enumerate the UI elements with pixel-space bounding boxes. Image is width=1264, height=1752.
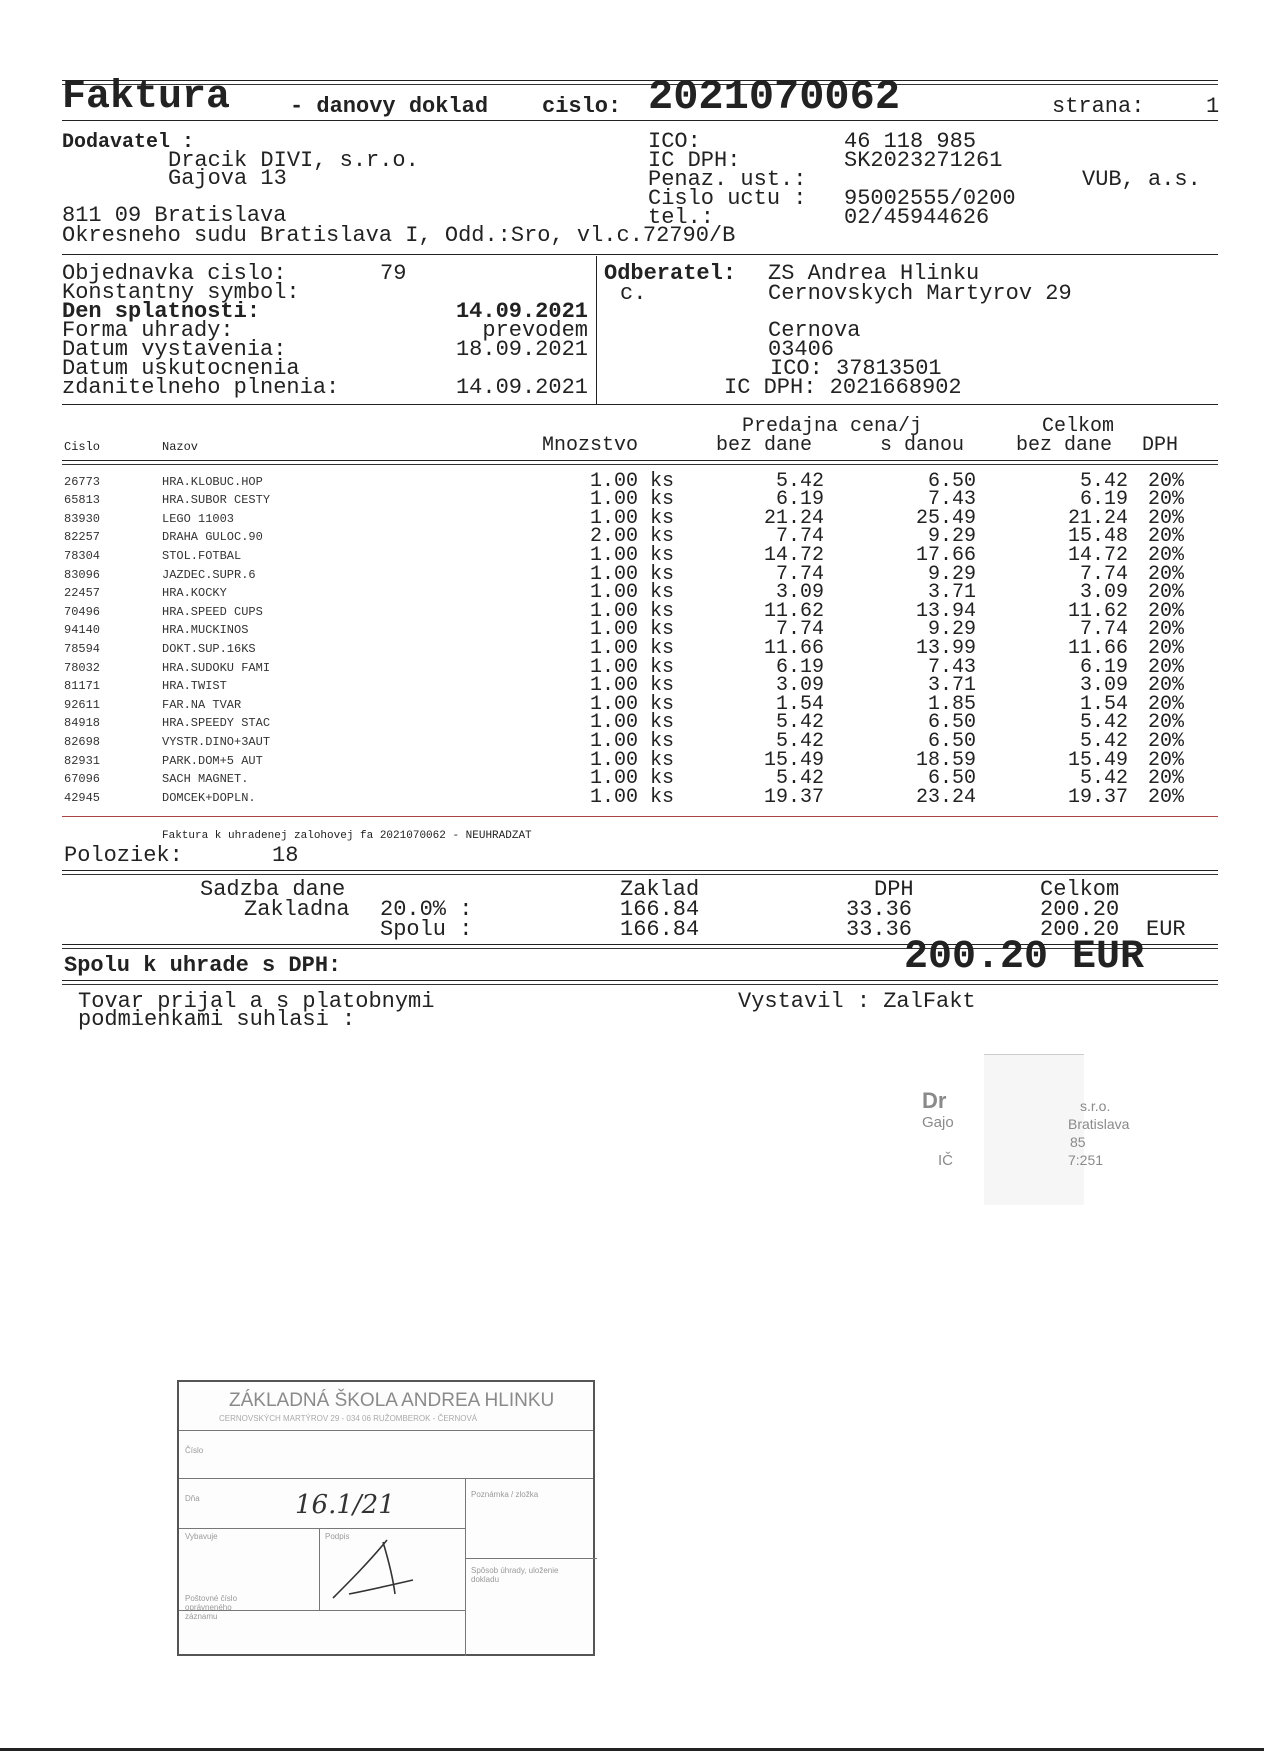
item-vat: 20% xyxy=(1147,636,1184,660)
item-vat: 20% xyxy=(1147,543,1184,567)
grand-rule-bottom xyxy=(62,980,1218,981)
supplier-register: Okresneho sudu Bratislava I, Odd.:Sro, vl.c.72790/B xyxy=(62,223,736,248)
supplier-street: Gajova 13 xyxy=(168,166,287,191)
item-price-net: 21.24 xyxy=(763,506,824,530)
item-price-gross: 18.59 xyxy=(915,748,976,772)
tax-sum-currency: EUR xyxy=(1146,917,1186,942)
stamp-label-poznamka: Poznámka / zložka xyxy=(471,1490,539,1499)
item-code: 42945 xyxy=(64,790,101,805)
item-price-net: 7.74 xyxy=(775,618,824,642)
items-end-rule xyxy=(62,816,1218,817)
stamp-header: ZÁKLADNÁ ŠKOLA ANDREA HLINKU xyxy=(229,1390,555,1411)
tax-basic-vat: 33.36 xyxy=(846,897,913,922)
const-symbol-label: Konstantny symbol: xyxy=(62,280,300,305)
item-vat: 20% xyxy=(1147,785,1184,809)
item-code: 83096 xyxy=(64,567,101,582)
item-qty: 1.00 ks xyxy=(589,767,674,791)
col-price-header: Predajna cena/j xyxy=(742,415,923,438)
item-vat: 20% xyxy=(1147,692,1184,716)
supplier-account-label: Cislo uctu : xyxy=(648,186,807,211)
item-total: 6.19 xyxy=(1079,655,1128,679)
item-code: 78594 xyxy=(64,641,101,656)
item-price-gross: 7.43 xyxy=(927,488,976,512)
item-price-gross: 23.24 xyxy=(915,785,976,809)
customer-street: Cernovskych Martyrov 29 xyxy=(768,281,1072,306)
page-label: strana: xyxy=(1052,94,1145,119)
item-total: 5.42 xyxy=(1079,767,1128,791)
item-vat: 20% xyxy=(1147,525,1184,549)
item-qty: 1.00 ks xyxy=(589,618,674,642)
invoice-note: Faktura k uhradenej zalohovej fa 2021070062 - NEUHRADZAT xyxy=(162,830,532,842)
items-count-label: Poloziek: xyxy=(64,843,183,868)
item-code: 78304 xyxy=(64,548,101,563)
tax-sum-total: 200.20 xyxy=(1040,917,1120,942)
item-price-net: 11.62 xyxy=(763,599,824,623)
item-price-net: 6.19 xyxy=(775,488,824,512)
invoice-subtitle: - danovy doklad xyxy=(290,94,489,119)
supplier-rule xyxy=(62,254,1218,255)
tax-basic-label: Zakladna xyxy=(244,897,350,922)
tax-rule-top-2 xyxy=(62,874,1218,875)
item-price-net: 3.09 xyxy=(775,581,824,605)
item-name: HRA.TWIST xyxy=(162,679,227,694)
invoice-title: Faktura xyxy=(62,75,231,120)
supplier-ico: 46 118 985 xyxy=(844,129,977,154)
exec-label-1: Datum uskutocnenia xyxy=(62,356,300,381)
item-vat: 20% xyxy=(1147,599,1184,623)
item-total: 7.74 xyxy=(1079,618,1128,642)
item-qty: 1.00 ks xyxy=(589,469,674,493)
item-qty: 1.00 ks xyxy=(589,581,674,605)
supplier-tel-label: tel.: xyxy=(648,205,715,230)
stamp-line-3 xyxy=(179,1528,465,1529)
item-price-net: 5.42 xyxy=(775,469,824,493)
supplier-icdph: SK2023271261 xyxy=(844,148,1003,173)
tax-total-header: Celkom xyxy=(1040,877,1120,902)
supplier-ico-label: ICO: xyxy=(648,129,701,154)
grand-total-amount: 200.20 EUR xyxy=(904,935,1145,980)
accept-line-1: Tovar prijal a s platobnymi xyxy=(78,989,435,1014)
item-vat: 20% xyxy=(1147,506,1184,530)
supplier-bank: VUB, a.s. xyxy=(1082,167,1201,192)
stamp-line-2 xyxy=(179,1478,593,1479)
item-name: VYSTR.DINO+3AUT xyxy=(162,734,271,749)
tax-sum-vat: 33.36 xyxy=(846,917,913,942)
company-stamp-r4: 7:251 xyxy=(1068,1152,1104,1168)
item-price-gross: 6.50 xyxy=(927,711,976,735)
tax-sum-label: Spolu : xyxy=(380,917,473,942)
supplier-label: Dodavatel : xyxy=(62,131,195,154)
tax-vat-header: DPH xyxy=(874,877,914,902)
item-price-net: 7.74 xyxy=(775,562,824,586)
item-price-net: 5.42 xyxy=(775,767,824,791)
item-qty: 1.00 ks xyxy=(589,636,674,660)
issue-label: Datum vystavenia: xyxy=(62,337,287,362)
item-vat: 20% xyxy=(1147,711,1184,735)
supplier-icdph-label: IC DPH: xyxy=(648,148,741,173)
item-qty: 2.00 ks xyxy=(589,525,674,549)
item-price-gross: 9.29 xyxy=(927,525,976,549)
col-qty: Mnozstvo xyxy=(542,434,639,457)
item-name: HRA.KOCKY xyxy=(162,586,227,601)
item-vat: 20% xyxy=(1147,562,1184,586)
stamp-date: 16.1/21 xyxy=(295,1490,395,1520)
header-rule-top2 xyxy=(62,84,1218,85)
col-name: Nazov xyxy=(162,440,199,454)
item-qty: 1.00 ks xyxy=(589,506,674,530)
item-price-net: 5.42 xyxy=(775,729,824,753)
item-code: 83930 xyxy=(64,511,101,526)
item-qty: 1.00 ks xyxy=(589,599,674,623)
item-code: 82257 xyxy=(64,530,101,545)
item-vat: 20% xyxy=(1147,618,1184,642)
stamp-label-cislo: Číslo xyxy=(185,1446,204,1455)
item-vat: 20% xyxy=(1147,655,1184,679)
item-price-gross: 25.49 xyxy=(915,506,976,530)
company-stamp xyxy=(918,1050,1138,1210)
grand-total-label: Spolu k uhrade s DPH: xyxy=(64,953,342,978)
item-qty: 1.00 ks xyxy=(589,692,674,716)
item-name: HRA.SPEED CUPS xyxy=(162,604,263,619)
item-vat: 20% xyxy=(1147,767,1184,791)
item-qty: 1.00 ks xyxy=(589,748,674,772)
item-total: 5.42 xyxy=(1079,711,1128,735)
stamp-vline-1 xyxy=(465,1478,466,1656)
item-price-gross: 9.29 xyxy=(927,618,976,642)
order-number: 79 xyxy=(380,261,407,286)
item-vat: 20% xyxy=(1147,469,1184,493)
stamp-vline-2 xyxy=(319,1528,320,1610)
company-stamp-line1: Dr xyxy=(922,1088,947,1113)
supplier-tel: 02/45944626 xyxy=(844,205,990,230)
item-price-net: 6.19 xyxy=(775,655,824,679)
item-price-gross: 6.50 xyxy=(927,767,976,791)
table-head-rule xyxy=(62,460,1218,461)
item-code: 82698 xyxy=(64,734,101,749)
item-name: HRA.SPEEDY STAC xyxy=(162,716,271,731)
customer-label: Odberatel: xyxy=(604,261,737,286)
stamp-label-podpis: Podpis xyxy=(325,1532,350,1541)
company-stamp-r2: Bratislava xyxy=(1068,1116,1130,1132)
col-total-header: Celkom xyxy=(1042,415,1115,438)
item-price-net: 1.54 xyxy=(775,692,824,716)
exec-label-2: zdanitelneho plnenia: xyxy=(62,375,340,400)
stamp-signature xyxy=(329,1532,419,1606)
item-qty: 1.00 ks xyxy=(589,729,674,753)
due-label: Den splatnosti: xyxy=(62,299,261,324)
item-price-gross: 13.94 xyxy=(915,599,976,623)
stamp-label-ulozenie: Spôsob úhrady, uloženie dokladu xyxy=(471,1566,559,1584)
item-price-net: 19.37 xyxy=(763,785,824,809)
stamp-label-vecne: Poštovné číslo oprávneného záznamu xyxy=(185,1594,238,1621)
item-name: LEGO 11003 xyxy=(162,511,235,526)
customer-name: ZS Andrea Hlinku xyxy=(768,261,980,286)
item-price-net: 7.74 xyxy=(775,525,824,549)
item-name: HRA.SUBOR CESTY xyxy=(162,493,271,508)
table-head-rule-2 xyxy=(62,464,1218,465)
item-price-gross: 1.85 xyxy=(927,692,976,716)
item-code: 94140 xyxy=(64,623,101,638)
item-name: HRA.SUDOKU FAMI xyxy=(162,660,271,675)
item-price-gross: 6.50 xyxy=(927,729,976,753)
item-price-net: 14.72 xyxy=(763,543,824,567)
col-price-net: bez dane xyxy=(716,434,813,457)
item-name: DOMCEK+DOPLN. xyxy=(162,790,256,805)
header-rule-bottom xyxy=(62,120,1218,121)
item-total: 11.66 xyxy=(1067,636,1128,660)
col-code: Cislo xyxy=(64,440,101,454)
item-name: JAZDEC.SUPR.6 xyxy=(162,567,256,582)
customer-ico: ICO: 37813501 xyxy=(770,356,942,381)
item-price-gross: 17.66 xyxy=(915,543,976,567)
item-total: 1.54 xyxy=(1079,692,1128,716)
item-qty: 1.00 ks xyxy=(589,674,674,698)
col-vat: DPH xyxy=(1142,434,1179,457)
item-name: SACH MAGNET. xyxy=(162,772,249,787)
item-total: 11.62 xyxy=(1067,599,1128,623)
items-table xyxy=(64,469,1184,809)
tax-rate-header: Sadzba dane xyxy=(200,877,346,902)
item-name: STOL.FOTBAL xyxy=(162,548,242,563)
exec-date: 14.09.2021 xyxy=(455,375,588,400)
item-price-gross: 7.43 xyxy=(927,655,976,679)
company-stamp-r1: s.r.o. xyxy=(1080,1098,1111,1114)
stamp-line-1 xyxy=(179,1430,593,1431)
item-code: 84918 xyxy=(64,716,101,731)
customer-city: Cernova xyxy=(768,318,861,343)
item-vat: 20% xyxy=(1147,729,1184,753)
item-price-net: 3.09 xyxy=(775,674,824,698)
item-code: 26773 xyxy=(64,474,101,489)
item-code: 82931 xyxy=(64,753,101,768)
item-name: DRAHA GULOC.90 xyxy=(162,530,263,545)
issued-by: Vystavil : ZalFakt xyxy=(738,989,976,1014)
stamp-label-vybavuje: Vybavuje xyxy=(185,1532,218,1541)
customer-zip: 03406 xyxy=(768,337,835,362)
item-code: 70496 xyxy=(64,604,101,619)
item-name: HRA.KLOBUC.HOP xyxy=(162,474,263,489)
item-total: 14.72 xyxy=(1067,543,1128,567)
company-stamp-line3: IČ xyxy=(938,1152,953,1169)
tax-rule-top xyxy=(62,870,1218,871)
item-total: 3.09 xyxy=(1079,674,1128,698)
invoice-number: 2021070062 xyxy=(648,73,901,121)
stamp-label-dna: Dňa xyxy=(185,1494,200,1503)
item-total: 5.42 xyxy=(1079,469,1128,493)
grand-rule-bottom-2 xyxy=(62,984,1218,985)
item-total: 21.24 xyxy=(1067,506,1128,530)
item-price-gross: 9.29 xyxy=(927,562,976,586)
table-row xyxy=(64,788,1184,807)
customer-icdph: IC DPH: 2021668902 xyxy=(724,375,962,400)
accept-line-2: podmienkami suhlasi : xyxy=(78,1007,356,1032)
item-vat: 20% xyxy=(1147,488,1184,512)
receipt-stamp xyxy=(177,1380,595,1656)
tax-base-header: Zaklad xyxy=(620,877,700,902)
order-label: Objednavka cislo: xyxy=(62,261,287,286)
item-price-gross: 3.71 xyxy=(927,581,976,605)
item-vat: 20% xyxy=(1147,748,1184,772)
item-code: 22457 xyxy=(64,586,101,601)
item-vat: 20% xyxy=(1147,581,1184,605)
item-vat: 20% xyxy=(1147,674,1184,698)
item-total: 6.19 xyxy=(1079,488,1128,512)
item-code: 67096 xyxy=(64,772,101,787)
item-qty: 1.00 ks xyxy=(589,562,674,586)
supplier-city: 811 09 Bratislava xyxy=(62,203,287,228)
scan-bottom-edge xyxy=(0,1748,1264,1751)
item-total: 5.42 xyxy=(1079,729,1128,753)
due-date: 14.09.2021 xyxy=(455,299,588,324)
supplier-bank-label: Penaz. ust.: xyxy=(648,167,807,192)
item-price-net: 11.66 xyxy=(763,636,824,660)
item-code: 81171 xyxy=(64,679,101,694)
item-total: 7.74 xyxy=(1079,562,1128,586)
order-divider xyxy=(596,256,597,404)
item-code: 92611 xyxy=(64,697,101,712)
item-price-net: 15.49 xyxy=(763,748,824,772)
payment-label: Forma uhrady: xyxy=(62,318,234,343)
items-count: 18 xyxy=(272,843,299,868)
item-total: 19.37 xyxy=(1067,785,1128,809)
item-qty: 1.00 ks xyxy=(589,488,674,512)
item-name: DOKT.SUP.16KS xyxy=(162,641,256,656)
item-qty: 1.00 ks xyxy=(589,711,674,735)
supplier-name: Dracik DIVI, s.r.o. xyxy=(168,148,419,173)
customer-c: c. xyxy=(620,281,647,306)
issue-date: 18.09.2021 xyxy=(455,337,588,362)
stamp-subheader: CERNOVSKÝCH MARTÝROV 29 - 034 06 RUŽOMBEROK - ČERNOVÁ xyxy=(219,1414,478,1423)
item-qty: 1.00 ks xyxy=(589,785,674,809)
item-name: FAR.NA TVAR xyxy=(162,697,242,712)
tax-basic-total: 200.20 xyxy=(1040,897,1120,922)
item-name: PARK.DOM+5 AUT xyxy=(162,753,263,768)
stamp-line-4 xyxy=(465,1558,597,1559)
company-stamp-line2: Gajo xyxy=(922,1114,954,1131)
item-name: HRA.MUCKINOS xyxy=(162,623,249,638)
supplier-account: 95002555/0200 xyxy=(844,186,1016,211)
col-price-gross: s danou xyxy=(880,434,965,457)
item-total: 3.09 xyxy=(1079,581,1128,605)
item-price-gross: 3.71 xyxy=(927,674,976,698)
col-total-net: bez dane xyxy=(1016,434,1113,457)
item-total: 15.49 xyxy=(1067,748,1128,772)
item-price-net: 5.42 xyxy=(775,711,824,735)
item-total: 15.48 xyxy=(1067,525,1128,549)
invoice-number-label: cislo: xyxy=(542,94,622,119)
item-price-gross: 6.50 xyxy=(927,469,976,493)
company-stamp-r3: 85 xyxy=(1070,1134,1086,1150)
tax-basic-rate: 20.0% : xyxy=(380,897,473,922)
item-qty: 1.00 ks xyxy=(589,655,674,679)
item-code: 78032 xyxy=(64,660,101,675)
tax-sum-base: 166.84 xyxy=(620,917,700,942)
item-code: 65813 xyxy=(64,493,101,508)
header-rule-top xyxy=(62,80,1218,81)
page-number: 1 xyxy=(1206,94,1220,119)
tax-basic-base: 166.84 xyxy=(620,897,700,922)
item-price-gross: 13.99 xyxy=(915,636,976,660)
payment-method: prevodem xyxy=(482,318,588,343)
item-qty: 1.00 ks xyxy=(589,543,674,567)
customer-rule xyxy=(62,404,1218,405)
